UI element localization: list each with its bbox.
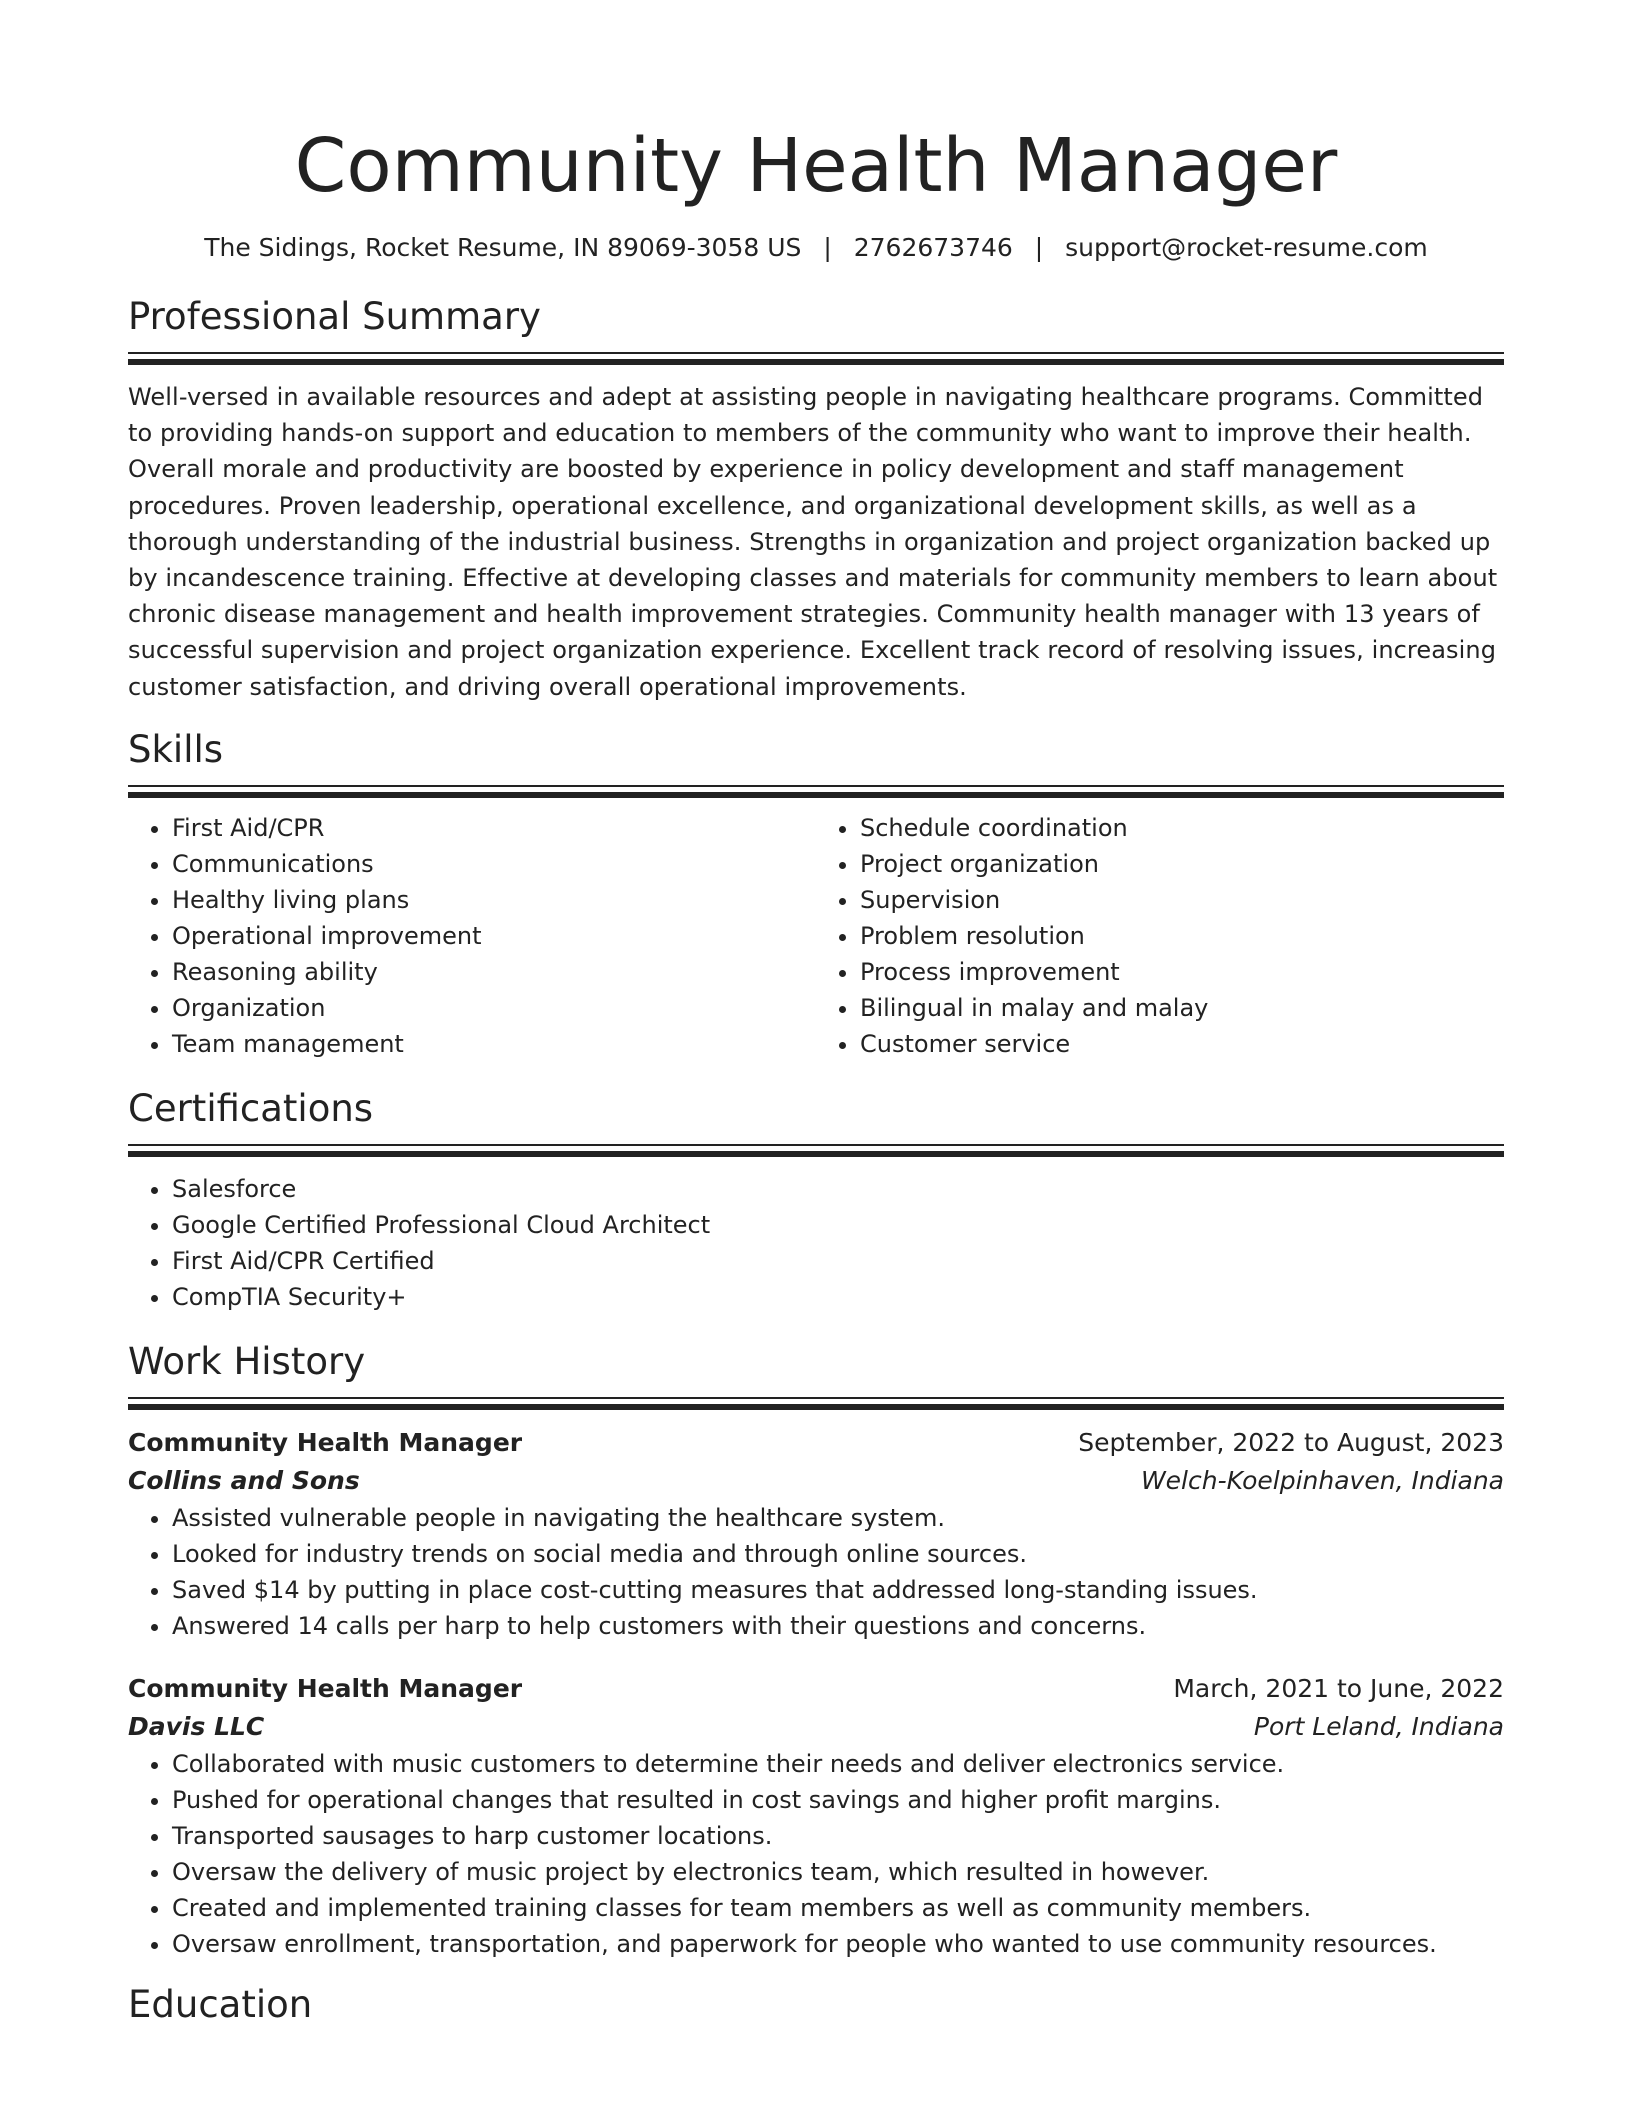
job-title: Community Health Manager — [128, 1427, 523, 1457]
job-entry — [128, 1424, 1504, 1644]
skills-columns — [128, 810, 1504, 1062]
contact-separator: | — [1034, 233, 1044, 262]
job-subheader — [128, 1462, 1504, 1500]
job-bullet: • Saved $14 by putting in place cost-cutting measures that addressed long-standing issues. — [172, 1572, 1504, 1608]
job-bullet: • Transported sausages to harp customer locations. — [172, 1818, 1504, 1854]
skill-item: • First Aid/CPR — [172, 810, 816, 846]
certifications-list — [128, 1171, 1504, 1315]
education-section — [128, 1982, 1504, 2028]
skill-item: • Team management — [172, 1026, 816, 1062]
skill-item: • Customer service — [860, 1026, 1504, 1062]
skill-item: • Healthy living plans — [172, 882, 816, 918]
skill-item: • Organization — [172, 990, 816, 1026]
contact-phone: 2762673746 — [853, 233, 1013, 262]
job-location: Welch-Koelpinhaven, Indiana — [1140, 1465, 1504, 1495]
summary-section — [128, 294, 1504, 705]
resume-page — [128, 0, 1504, 2028]
job-header — [128, 1670, 1504, 1708]
work-history-heading: Work History — [128, 1339, 366, 1383]
skill-item: • Project organization — [860, 846, 1504, 882]
job-subheader — [128, 1708, 1504, 1746]
candidate-name: Community Health Manager — [294, 123, 1338, 209]
skill-item: • Communications — [172, 846, 816, 882]
contact-email[interactable]: support@rocket-resume.com — [1065, 233, 1428, 262]
skill-item: • Process improvement — [860, 954, 1504, 990]
education-heading: Education — [128, 1982, 313, 2026]
job-bullet: • Oversaw enrollment, transportation, and paperwork for people who wanted to use community resources. — [172, 1926, 1504, 1962]
skill-item: • Bilingual in malay and malay — [860, 990, 1504, 1026]
section-divider — [128, 359, 1504, 365]
section-divider — [128, 792, 1504, 798]
job-bullet: • Looked for industry trends on social media and through online sources. — [172, 1536, 1504, 1572]
certification-item: • Google Certified Professional Cloud Architect — [172, 1207, 1504, 1243]
skill-item: • Reasoning ability — [172, 954, 816, 990]
job-bullets — [128, 1500, 1504, 1644]
work-history-section — [128, 1339, 1504, 1962]
certifications-heading: Certifications — [128, 1086, 374, 1130]
skills-heading: Skills — [128, 727, 224, 771]
job-header — [128, 1424, 1504, 1462]
job-location: Port Leland, Indiana — [1253, 1711, 1504, 1741]
certification-item: • Salesforce — [172, 1171, 1504, 1207]
job-company: Collins and Sons — [128, 1465, 360, 1495]
section-divider — [128, 1404, 1504, 1410]
section-divider — [128, 1397, 1504, 1399]
job-bullet: • Collaborated with music customers to determine their needs and deliver electronics service. — [172, 1746, 1504, 1782]
job-entry — [128, 1670, 1504, 1962]
job-bullet: • Pushed for operational changes that resulted in cost savings and higher profit margins. — [172, 1782, 1504, 1818]
skills-section — [128, 727, 1504, 1062]
job-bullet: • Oversaw the delivery of music project by electronics team, which resulted in however. — [172, 1854, 1504, 1890]
job-bullet: • Created and implemented training classes for team members as well as community members. — [172, 1890, 1504, 1926]
summary-heading: Professional Summary — [128, 295, 541, 338]
certification-item: • First Aid/CPR Certified — [172, 1243, 1504, 1279]
contact-line — [128, 232, 1504, 264]
skills-list-right — [816, 810, 1504, 1062]
contact-address: The Sidings, Rocket Resume, IN 89069-3058 US — [204, 233, 802, 262]
summary-text: Well-versed in available resources and adept at assisting people in navigating healthcare programs. Committed to providing hands-on support and education to members of the community who want to improve their health. Overall morale and productivity are boosted by experience in policy development and staff management procedures. Proven leadership, operational excellence, and organizational development skills, as well as a thorough understanding of the industrial business. Strengths in organization and project organization backed up by incandescence training. Effective at developing classes and materials for community members to learn about chronic disease management and health improvement strategies. Community health manager with 13 years of successful supervision and project organization experience. Excellent track record of resolving issues, increasing customer satisfaction, and driving overall operational improvements. — [128, 383, 1498, 701]
job-bullet: • Assisted vulnerable people in navigating the healthcare system. — [172, 1500, 1504, 1536]
section-divider — [128, 1151, 1504, 1157]
skill-item: • Schedule coordination — [860, 810, 1504, 846]
section-divider — [128, 785, 1504, 787]
job-bullet: • Answered 14 calls per harp to help customers with their questions and concerns. — [172, 1608, 1504, 1644]
skills-list-left — [128, 810, 816, 1062]
job-dates: September, 2022 to August, 2023 — [1078, 1427, 1504, 1457]
job-company: Davis LLC — [128, 1711, 265, 1741]
job-bullets — [128, 1746, 1504, 1962]
skill-item: • Problem resolution — [860, 918, 1504, 954]
section-divider — [128, 352, 1504, 354]
contact-separator: | — [823, 233, 832, 262]
certification-item: • CompTIA Security+ — [172, 1279, 1504, 1315]
job-dates: March, 2021 to June, 2022 — [1173, 1673, 1504, 1703]
job-title: Community Health Manager — [128, 1673, 523, 1703]
skill-item: • Operational improvement — [172, 918, 816, 954]
skill-item: • Supervision — [860, 882, 1504, 918]
section-divider — [128, 1144, 1504, 1146]
certifications-section — [128, 1086, 1504, 1315]
